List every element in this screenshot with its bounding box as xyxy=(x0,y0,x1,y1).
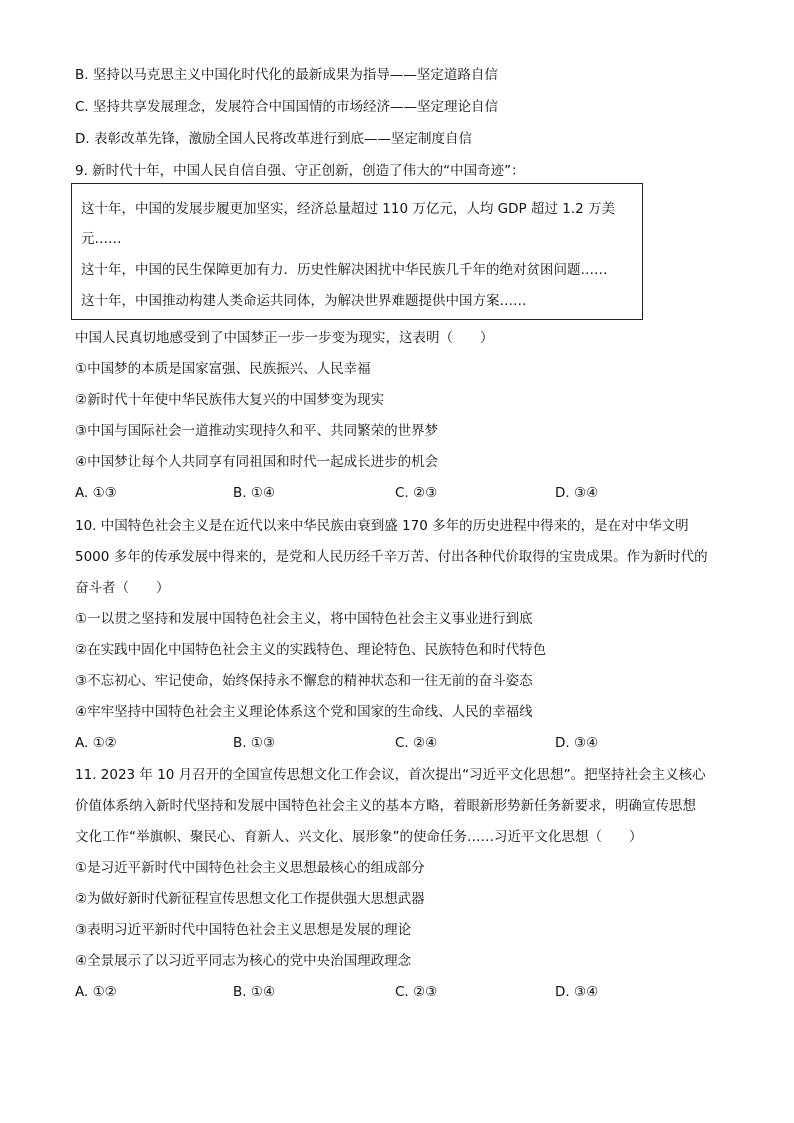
q9-question: 中国人民真切地感受到了中国梦正一步一步变为现实，这表明（ ） xyxy=(75,330,494,346)
q10-stem-line: 5000 多年的传承发展中得来的，是党和人民历经千辛万苦、付出各种代价取得的宝贵成果。作为新时代的 xyxy=(75,549,708,565)
q10-item: ③不忘初心、牢记使命，始终保持永不懈怠的精神状态和一往无前的奋斗姿态 xyxy=(75,673,533,689)
q9-item: ①中国梦的本质是国家富强、民族振兴、人民幸福 xyxy=(75,361,371,377)
q10-choice-d: D. ③④ xyxy=(555,735,599,751)
q9-material-line: 这十年，中国推动构建人类命运共同体，为解决世界难题提供中国方案…… xyxy=(81,293,527,309)
q11-stem-line: 11. 2023 年 10 月召开的全国宣传思想文化工作会议，首次提出“习近平文化思想”。把坚持社会主义核心 xyxy=(75,767,706,783)
q9-choice-a: A. ①③ xyxy=(75,485,117,501)
q8-option-c: C. 坚持共享发展理念，发展符合中国国情的市场经济——坚定理论自信 xyxy=(75,99,499,115)
q10-stem-line: 10. 中国特色社会主义是在近代以来中华民族由衰到盛 170 多年的历史进程中得来的，是在对中华文明 xyxy=(75,518,689,534)
q10-stem-line: 奋斗者（ ） xyxy=(75,580,170,596)
q9-material-line: 这十年，中国的发展步履更加坚实，经济总量超过 110 万亿元，人均 GDP 超过 1.2 万美 xyxy=(81,201,615,217)
q11-choice-d: D. ③④ xyxy=(555,984,599,1000)
q9-choice-c: C. ②③ xyxy=(395,485,438,501)
q9-stem: 9. 新时代十年，中国人民自信自强、守正创新，创造了伟大的“中国奇迹”： xyxy=(75,163,525,179)
q11-choice-c: C. ②③ xyxy=(395,984,438,1000)
q9-item: ③中国与国际社会一道推动实现持久和平、共同繁荣的世界梦 xyxy=(75,423,439,439)
q9-choice-d: D. ③④ xyxy=(555,485,599,501)
q11-stem-line: 价值体系纳入新时代坚持和发展中国特色社会主义的基本方略，着眼新形势新任务新要求，明确宣传思想 xyxy=(75,798,696,814)
q10-item: ④牢牢坚持中国特色社会主义理论体系这个党和国家的生命线、人民的幸福线 xyxy=(75,704,533,720)
q9-item: ②新时代十年使中华民族伟大复兴的中国梦变为现实 xyxy=(75,392,385,408)
q11-item: ②为做好新时代新征程宣传思想文化工作提供强大思想武器 xyxy=(75,891,425,907)
q9-item: ④中国梦让每个人共同享有同祖国和时代一起成长进步的机会 xyxy=(75,454,439,470)
q10-choice-c: C. ②④ xyxy=(395,735,438,751)
q9-choice-b: B. ①④ xyxy=(233,485,276,501)
q8-option-b: B. 坚持以马克思主义中国化时代化的最新成果为指导——坚定道路自信 xyxy=(75,67,498,83)
q8-option-d: D. 表彰改革先锋，激励全国人民将改革进行到底——坚定制度自信 xyxy=(75,131,472,147)
q11-item: ①是习近平新时代中国特色社会主义思想最核心的组成部分 xyxy=(75,860,425,876)
q10-item: ②在实践中固化中国特色社会主义的实践特色、理论特色、民族特色和时代特色 xyxy=(75,642,547,658)
q11-item: ③表明习近平新时代中国特色社会主义思想是发展的理论 xyxy=(75,922,412,938)
q9-material-box xyxy=(71,183,643,320)
q11-item: ④全景展示了以习近平同志为核心的党中央治国理政理念 xyxy=(75,953,412,969)
q10-item: ①一以贯之坚持和发展中国特色社会主义，将中国特色社会主义事业进行到底 xyxy=(75,611,533,627)
q11-choice-a: A. ①② xyxy=(75,984,117,1000)
q10-choice-a: A. ①② xyxy=(75,735,117,751)
q11-stem-line: 文化工作“举旗帜、聚民心、育新人、兴文化、展形象”的使命任务……习近平文化思想（ ） xyxy=(75,829,643,845)
q9-material-line: 这十年，中国的民生保障更加有力．历史性解决困扰中华民族几千年的绝对贫困问题…… xyxy=(81,262,608,278)
q10-choice-b: B. ①③ xyxy=(233,735,276,751)
q9-material-line: 元…… xyxy=(81,231,122,247)
q11-choice-b: B. ①④ xyxy=(233,984,276,1000)
